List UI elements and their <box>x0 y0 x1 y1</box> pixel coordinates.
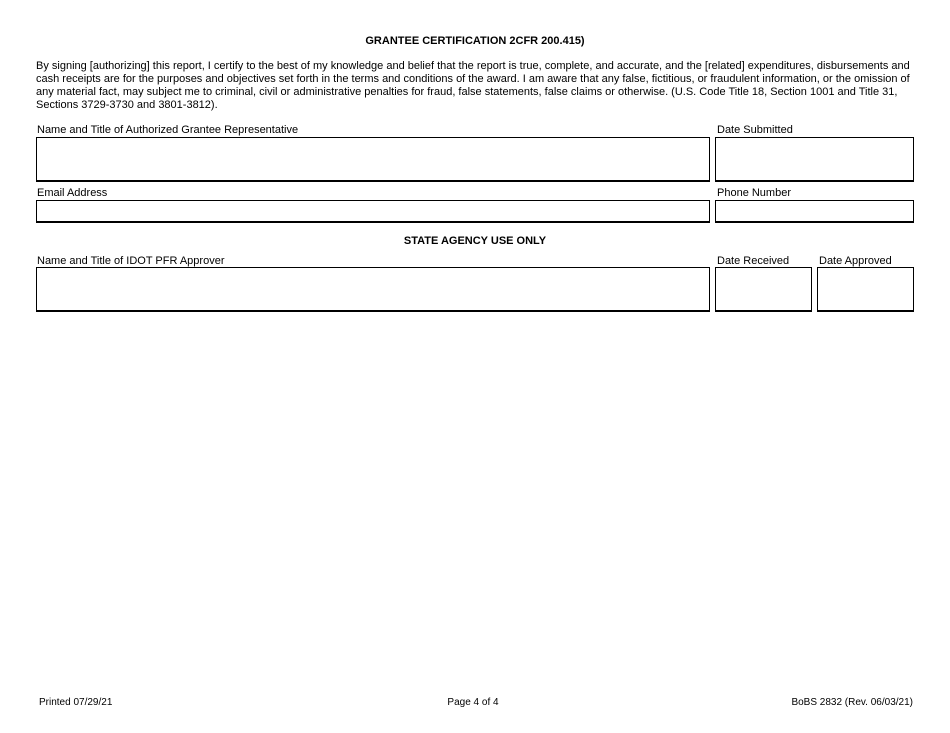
date-received-label: Date Received <box>717 255 790 267</box>
phone-field[interactable] <box>715 200 914 223</box>
date-approved-label: Date Approved <box>819 255 892 267</box>
form-title: GRANTEE CERTIFICATION 2CFR 200.415) <box>365 35 585 47</box>
certification-statement: By signing [authorizing] this report, I certify to the best of my knowledge and belief that the report is true, complete, and accurate, and the [related] expenditures, disbursements and cash receipts are for the purposes and objectives set forth in the terms and conditions of the award. I am aware that any false, fictitious, or fraudulent information, or the omission of any material fact, may subject me to criminal, civil or administrative penalties for fraud, false statements, false claims or otherwise. (U.S. Code Title 18, Section 1001 and Title 31, Sections 3729-3730 and 3801-3812). <box>36 60 910 111</box>
page-number: Page 4 of 4 <box>447 697 499 708</box>
email-field[interactable] <box>36 200 710 223</box>
representative-name-label: Name and Title of Authorized Grantee Representative <box>37 124 299 136</box>
email-label: Email Address <box>37 187 108 199</box>
representative-name-field[interactable] <box>36 137 710 182</box>
form-identifier: BoBS 2832 (Rev. 06/03/21) <box>791 697 913 708</box>
state-agency-heading: STATE AGENCY USE ONLY <box>403 235 547 247</box>
date-received-field[interactable] <box>715 267 812 312</box>
approver-name-field[interactable] <box>36 267 710 312</box>
date-submitted-label: Date Submitted <box>717 124 793 136</box>
printed-date: Printed 07/29/21 <box>39 697 113 708</box>
date-approved-field[interactable] <box>817 267 914 312</box>
date-submitted-field[interactable] <box>715 137 914 182</box>
approver-name-label: Name and Title of IDOT PFR Approver <box>37 255 225 267</box>
phone-label: Phone Number <box>717 187 791 199</box>
